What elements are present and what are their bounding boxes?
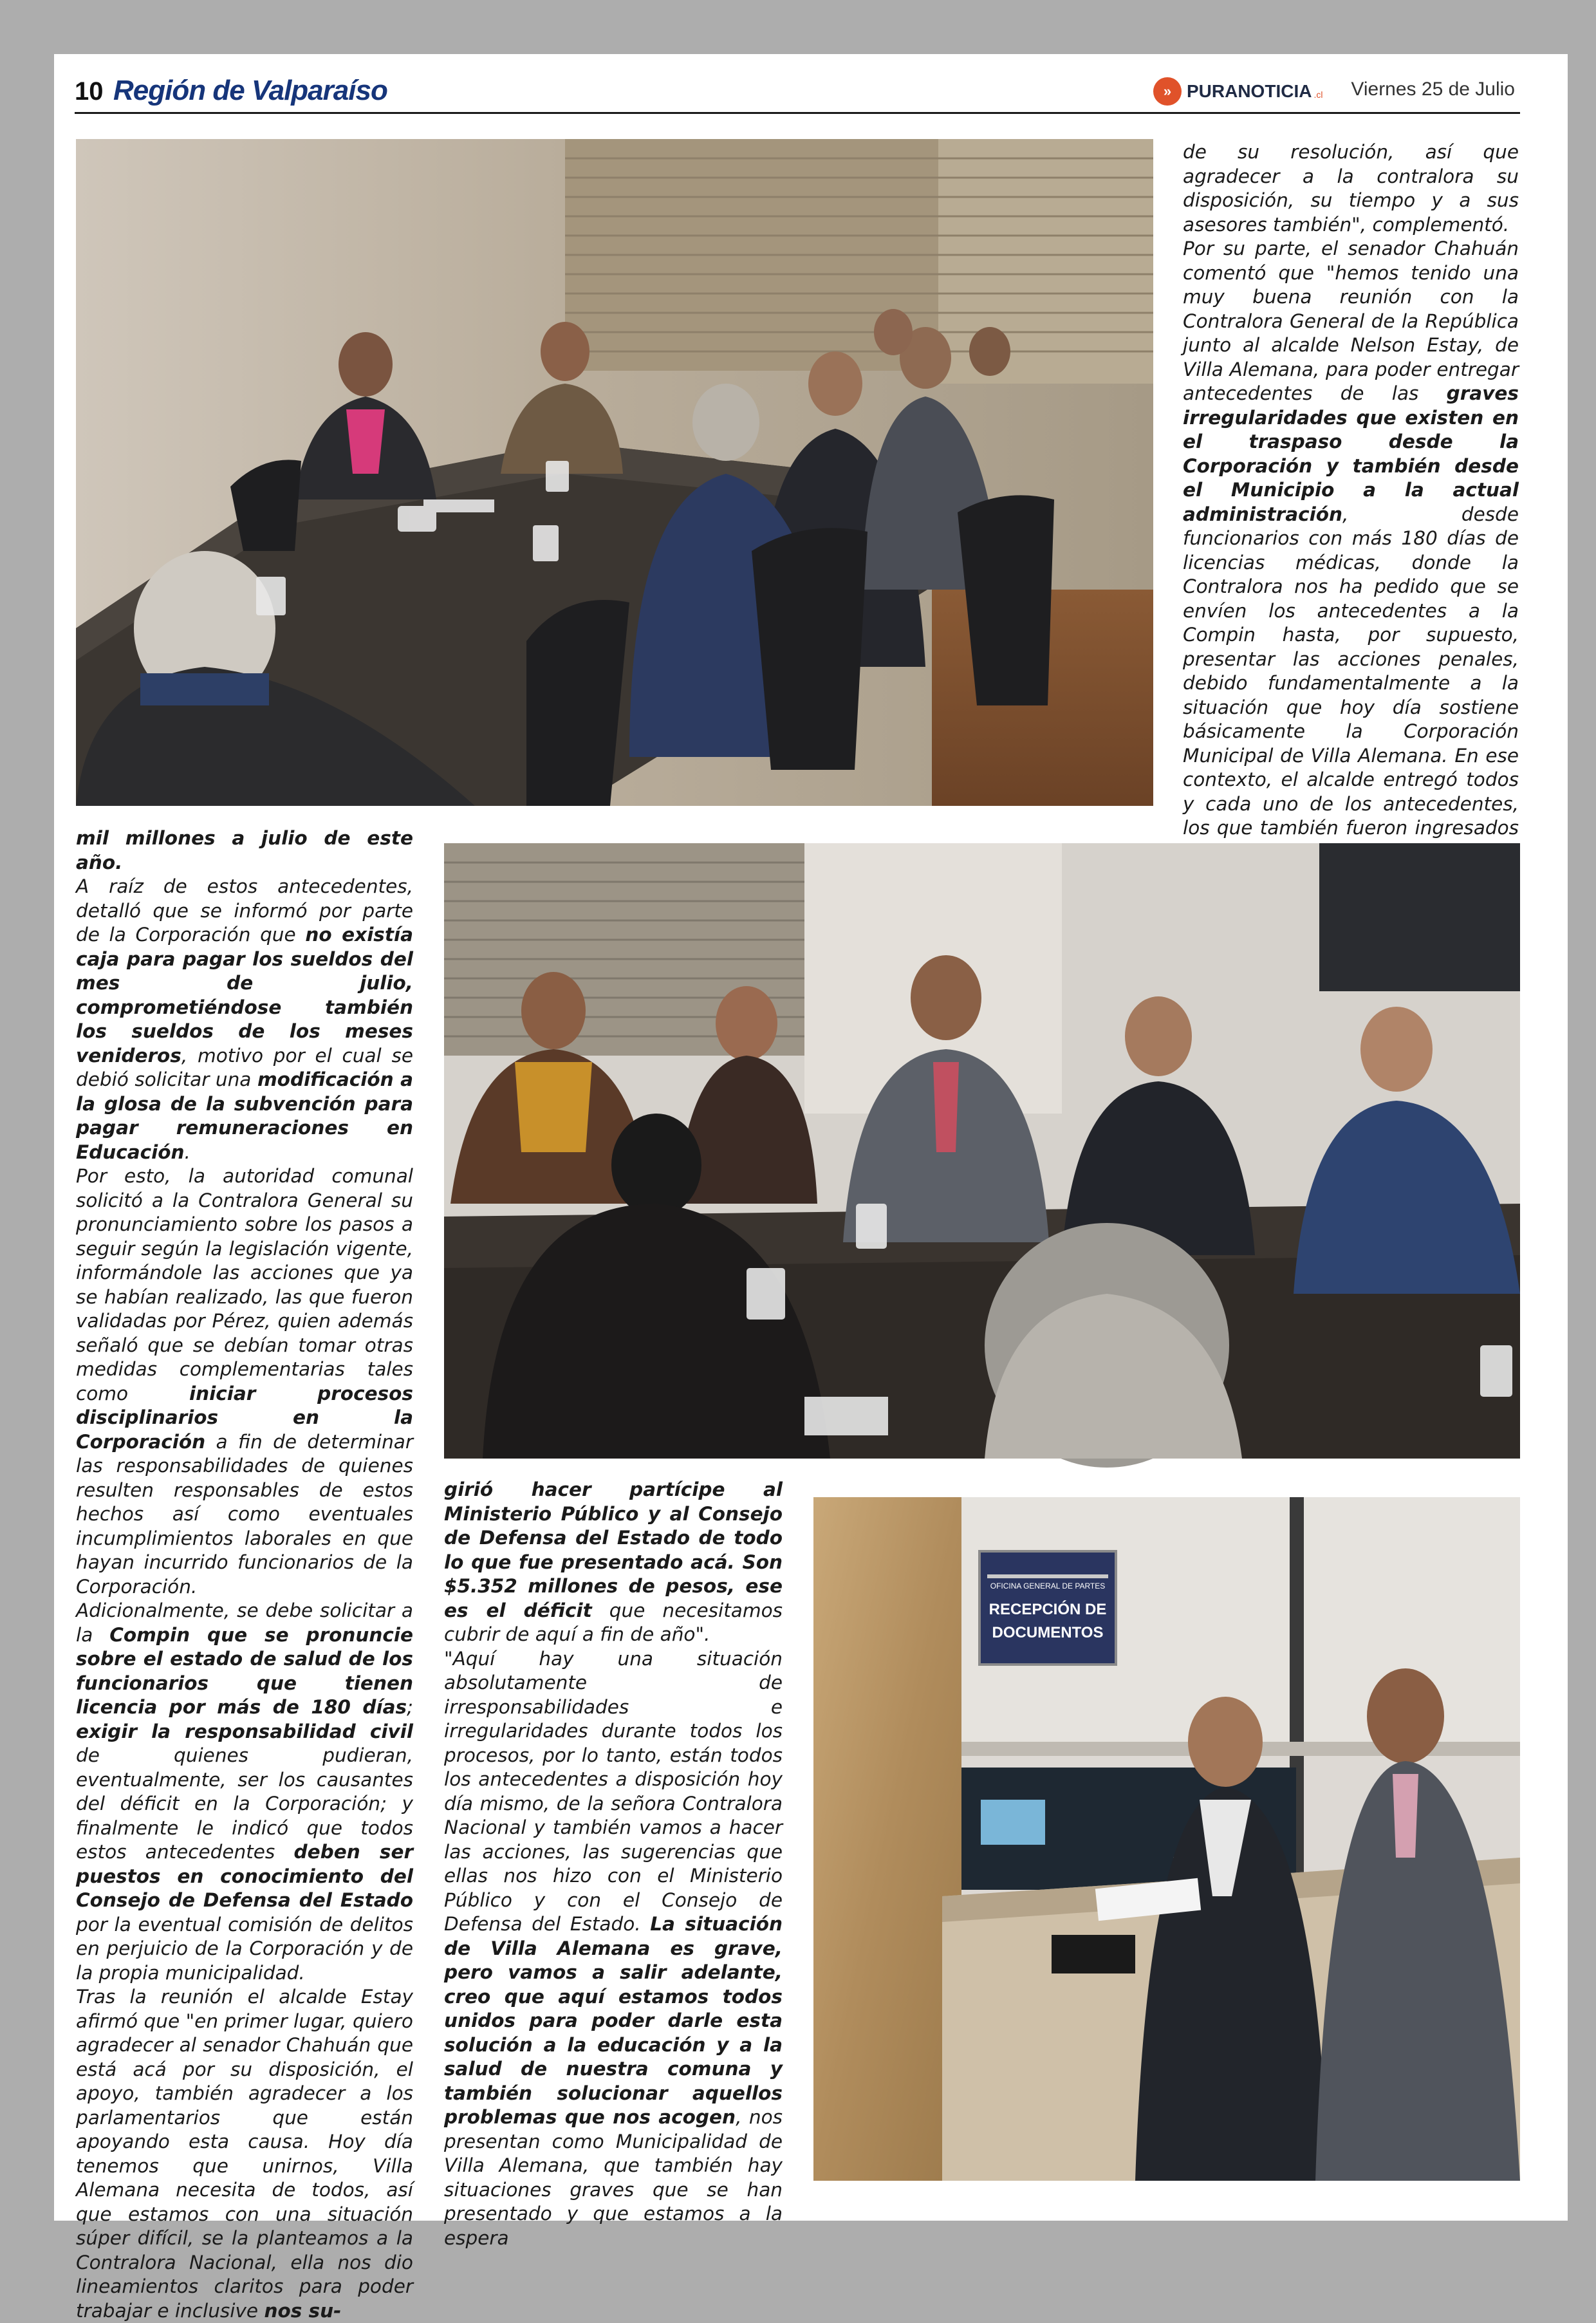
text-run-bold: nos su- xyxy=(264,2299,342,2322)
text-run-bold: Compin que se pronuncie sobre el estado de salud de los funcionarios que tienen licencia por más de 180 días xyxy=(76,1623,414,1718)
section-title: Región de Valparaíso xyxy=(113,75,387,106)
text-run-bold: exigir la responsabilidad civil xyxy=(76,1720,413,1742)
meeting-photo-1 xyxy=(76,139,1153,806)
text-run-bold: iniciar procesos disciplinarios en la Corporación xyxy=(76,1382,413,1453)
page-number: 10 xyxy=(75,77,104,106)
text-run-bold: deben ser puestos en conocimiento del Consejo de Defensa del Estado xyxy=(76,1841,413,1911)
text-run: . xyxy=(184,1141,190,1163)
text-run-bold: girió hacer partícipe al Ministerio Público y al Consejo de Defensa del Estado de todo lo que fue presentado acá. Son $5.352 millones de pesos, ese es el déficit xyxy=(444,1479,783,1621)
text-run: Por esto, la autoridad comunal solicitó a la Contralora General su pronunciamiento sobre los pasos a seguir según la legislación vigente, informándole las acciones que ya se habían realizado, las que fueron validadas por Pérez, quien además señaló que se debían tomar otras medidas complementarias tales como xyxy=(76,1165,413,1404)
brand-logo[interactable] xyxy=(1153,77,1322,106)
text-run-bold: graves irregularidades que existen en el traspaso desde la Corporación y también desde el Municipio a la actual administración xyxy=(1183,382,1519,525)
text-run: , motivo por el cual se debió solicitar una xyxy=(76,1044,413,1090)
text-run: Tras la reunión el alcalde Estay afirmó que "en primer lugar, quiero agradecer al senador Chahuán que está acá por su disposición, el apoyo, también agradecer a los parlamentarios que están apoyando esta causa. Hoy día tenemos que unirnos, Villa Alemana necesita de todos, así que estamos con una situación súper difícil, se la planteamos a la Contralora Nacional, ella nos dio lineamientos claritos para poder trabajar e inclusive xyxy=(76,1986,413,2322)
brand-name: PURANOTICIA xyxy=(1187,81,1312,101)
paragraph xyxy=(444,1647,783,2251)
article-column-middle xyxy=(444,1478,783,2249)
text-run: Adicionalmente, se debe solicitar a la xyxy=(76,1600,413,1646)
issue-date: Viernes 25 de Julio xyxy=(1351,79,1515,100)
text-run: que necesitamos cubrir de aquí a fin de año". xyxy=(444,1599,783,1645)
text-run: por la eventual comisión de delitos en perjuicio de la Corporación y de la propia municipalidad. xyxy=(76,1913,413,1984)
paragraph xyxy=(76,875,413,1164)
text-run: Por su parte, el senador Chahuán comentó que "hemos tenido una muy buena reunión con la Contralora General de la República junto al alcalde Nelson Estay, de Villa Alemana, para poder entregar antecedentes de las xyxy=(1183,238,1519,404)
paragraph xyxy=(76,1985,413,2323)
text-run: , nos presentan como Municipalidad de Villa Alemana, que también hay situaciones graves que se han presentado y que estamos a la espera xyxy=(444,2106,783,2249)
meeting-photo-icon xyxy=(76,139,1153,806)
text-run-bold: La situación de Villa Alemana es grave, pero vamos a salir adelante, creo que aquí estamos todos unidos para poder darle esta solución a la educación y a la salud de nuestra comuna y también solucionar aquellos problemas que nos acogen xyxy=(444,1913,783,2128)
text-run: ; xyxy=(407,1696,413,1718)
text-run-bold: mil millones a julio de este año. xyxy=(76,827,413,873)
text-run: de quienes pudieran, eventualmente, ser los causantes del déficit en la Corporación; y finalmente le indicó que todos estos antecedentes xyxy=(76,1744,413,1863)
meeting-photo-2 xyxy=(444,843,1520,1459)
page-header xyxy=(75,72,1520,114)
text-run-bold: modificación a la glosa de la subvención para pagar remuneraciones en Educación xyxy=(76,1068,413,1163)
text-run: de su resolución, así que agradecer a la contralora su disposición, su tiempo y a sus asesores también", complementó. xyxy=(1183,141,1519,236)
paragraph xyxy=(76,1164,413,1599)
document-reception-photo xyxy=(813,1497,1520,2181)
text-run: "Aquí hay una situación absolutamente de irresponsabilidades e irregularidades durante todos los procesos, por lo tanto, están todos los antecedentes a disposición hoy día mismo, de la señora Contralora Nacional y también vamos a hacer las acciones, las sugerencias que ellas nos hizo con el Ministerio Público y con el Consejo de Defensa del Estado. xyxy=(444,1647,783,1935)
paragraph xyxy=(1183,140,1519,237)
sign-line-2: RECEPCIÓN DE xyxy=(988,1601,1107,1618)
text-run-bold: no existía caja para pagar los sueldos del mes de julio, comprometiéndose también los sueldos de los meses venideros xyxy=(76,924,413,1067)
text-run: a fin de determinar las responsabilidades de quienes resulten responsables de estos hechos así como eventuales incumplimientos laborales en que hayan incurrido funcionarios de la Corporación. xyxy=(76,1430,413,1598)
article-column-right-top xyxy=(1183,140,1519,839)
text-run: A raíz de estos antecedentes, detalló que se informó por parte de la Corporación que xyxy=(76,875,413,946)
paragraph xyxy=(76,826,413,875)
paragraph xyxy=(444,1478,783,1647)
text-run: , desde funcionarios con más 180 días de licencias médicas, donde la Contralora nos ha pedido que se envíen los antecedentes a la Compin hasta, por supuesto, presentar las acciones penales, debido fundamentalmente a la situación que hoy día sostiene básicamente la Corporación Municipal de Villa Alemana. En ese contexto, el alcalde entregó todos y cada uno de los antecedentes, los que también fueron ingresados xyxy=(1183,503,1519,839)
paragraph xyxy=(1183,237,1519,889)
reception-photo-icon xyxy=(813,1497,1520,2181)
brand-suffix: .cl xyxy=(1313,89,1323,100)
article-column-left xyxy=(76,826,414,2322)
sign-line-3: DOCUMENTOS xyxy=(992,1624,1104,1641)
sign-line-1: OFICINA GENERAL DE PARTES xyxy=(990,1581,1106,1591)
brand-mark-icon: » xyxy=(1153,77,1182,106)
paragraph xyxy=(76,1599,413,1985)
meeting-photo-icon xyxy=(444,843,1520,1459)
